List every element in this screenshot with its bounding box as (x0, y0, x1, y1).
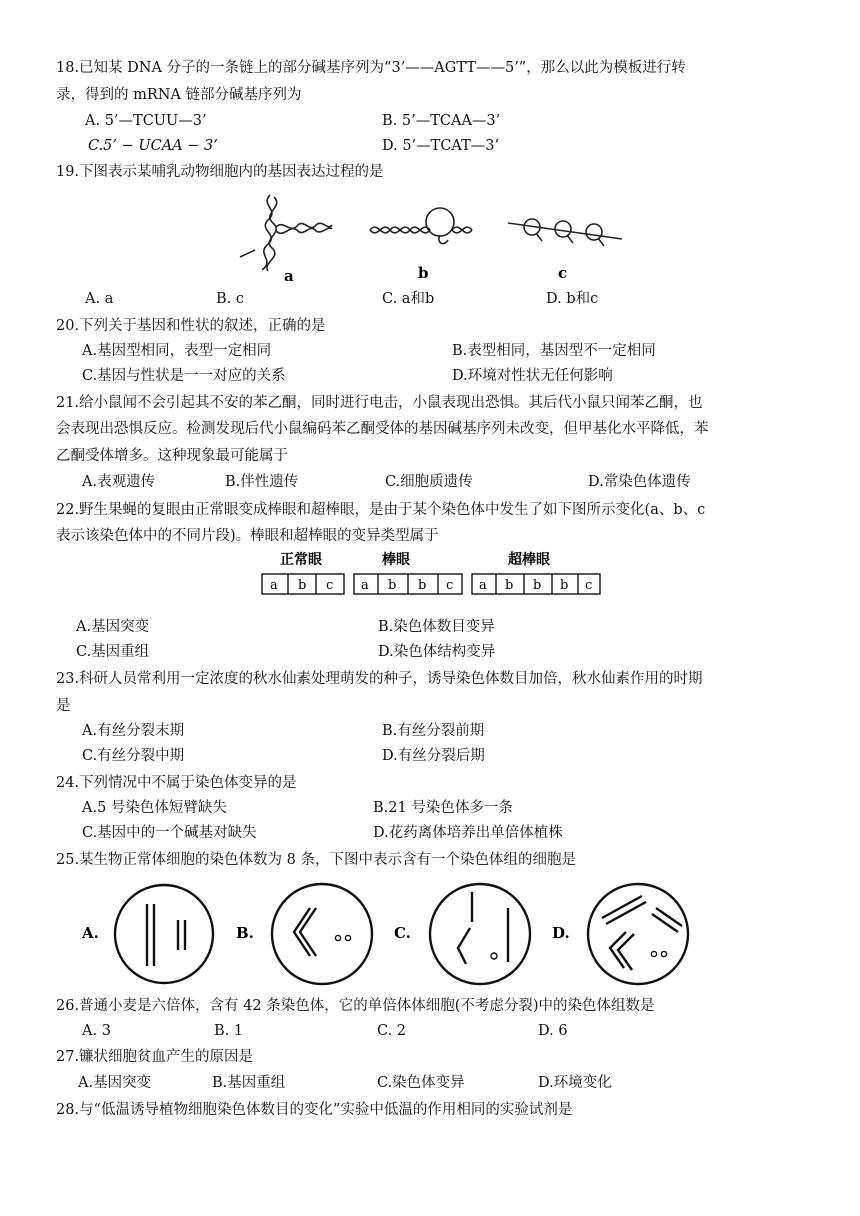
q27-option-a: A.基因突变 (78, 1075, 152, 1091)
q25-label-b: B. (236, 924, 254, 942)
q22-option-c: C.基因重组 (76, 644, 150, 660)
q21-option-c: C.细胞质遗传 (385, 474, 473, 490)
q19-option-b: B. c (216, 291, 244, 307)
q22-figure (262, 550, 602, 604)
q20-stem: 20.下列关于基因和性状的叙述，正确的是 (56, 318, 326, 334)
q19-figure-b (370, 208, 472, 244)
q26-option-d: D. 6 (538, 1023, 568, 1039)
q19-figure-label-c: c (558, 264, 568, 282)
q25-label-c: C. (394, 924, 411, 942)
q21-stem-line2: 会表现出恐惧反应。检测发现后代小鼠编码苯乙酮受体的基因碱基序列未改变，但甲基化水平降低，苯 (56, 421, 709, 437)
q22-normal-seg-1: a (270, 578, 278, 593)
q22-option-a: A.基因突变 (76, 619, 150, 635)
q19-stem: 19.下图表示某哺乳动物细胞内的基因表达过程的是 (56, 164, 384, 180)
q19-figure-label-a: a (284, 267, 294, 285)
q22-ultra-seg-1: a (479, 578, 487, 593)
q18-option-c: C.5’ − UCAA − 3’ (88, 138, 218, 154)
q19-option-d: D. b和c (546, 291, 599, 307)
q19-option-c: C. a和b (382, 291, 435, 307)
q18-option-b: B. 5’—TCAA—3’ (382, 113, 501, 129)
q23-option-c: C.有丝分裂中期 (82, 748, 185, 764)
q22-normal-seg-2: b (298, 578, 307, 593)
q18-stem-line1: 18.已知某 DNA 分子的一条链上的部分碱基序列为“3’——AGTT——5’”，那么以此为模板进行转 (56, 60, 686, 76)
q18-option-a: A. 5’—TCUU—3’ (85, 113, 207, 129)
q19-figure-c (508, 219, 622, 246)
q19-figure (240, 185, 640, 285)
q22-bar-seg-3: b (418, 578, 427, 593)
q21-option-a: A.表观遗传 (82, 474, 156, 490)
q24-option-a: A.5 号染色体短臂缺失 (82, 800, 227, 816)
q22-title-normal: 正常眼 (280, 552, 322, 568)
q27-option-d: D.环境变化 (538, 1075, 612, 1091)
q22-ultra-seg-5: c (585, 578, 593, 593)
q21-option-b: B.伴性遗传 (225, 474, 299, 490)
q20-option-c: C.基因与性状是一一对应的关系 (82, 368, 286, 384)
q22-ultra-seg-2: b (505, 578, 514, 593)
q27-option-b: B.基因重组 (212, 1075, 286, 1091)
q28-stem: 28.与“低温诱导植物细胞染色体数目的变化”实验中低温的作用相同的实验试剂是 (56, 1102, 573, 1118)
q21-stem-line1: 21.给小鼠闻不会引起其不安的苯乙酮，同时进行电击，小鼠表现出恐惧。其后代小鼠只闻苯乙酮，也 (56, 395, 703, 411)
q27-stem: 27.镰状细胞贫血产生的原因是 (56, 1049, 254, 1065)
q20-option-d: D.环境对性状无任何影响 (452, 368, 613, 384)
q25-cell-c (430, 884, 530, 984)
q25-cell-b (272, 884, 372, 984)
q20-option-a: A.基因型相同，表型一定相同 (82, 343, 272, 359)
q25-label-d: D. (552, 924, 570, 942)
q22-option-b: B.染色体数目变异 (378, 619, 495, 635)
q18-stem-line2: 录，得到的 mRNA 链部分碱基序列为 (56, 87, 302, 103)
q22-ultra-seg-4: b (560, 578, 569, 593)
q23-option-d: D.有丝分裂后期 (382, 748, 485, 764)
q22-option-d: D.染色体结构变异 (378, 644, 496, 660)
q19-figure-label-b: b (418, 264, 429, 282)
q21-option-d: D.常染色体遗传 (588, 474, 691, 490)
q27-option-c: C.染色体变异 (377, 1075, 465, 1091)
q23-option-a: A.有丝分裂末期 (82, 723, 185, 739)
q24-stem: 24.下列情况中不属于染色体变异的是 (56, 775, 297, 791)
q19-figure-a (240, 195, 332, 271)
q18-option-d: D. 5’—TCAT—3’ (382, 138, 500, 154)
q20-option-b: B.表型相同，基因型不一定相同 (452, 343, 656, 359)
q21-stem-line3: 乙酮受体增多。这种现象最可能属于 (56, 448, 288, 464)
q26-option-b: B. 1 (214, 1023, 244, 1039)
q22-bar-seg-2: b (388, 578, 397, 593)
q25-label-a: A. (82, 924, 99, 942)
q25-figure (82, 878, 692, 996)
q23-stem-line2: 是 (56, 698, 71, 714)
q23-stem-line1: 23.科研人员常利用一定浓度的秋水仙素处理萌发的种子，诱导染色体数目加倍，秋水仙素作用的时期 (56, 671, 703, 687)
q25-stem: 25.某生物正常体细胞的染色体数为 8 条，下图中表示含有一个染色体组的细胞是 (56, 852, 577, 868)
q22-title-ultra: 超棒眼 (508, 552, 550, 568)
q26-option-a: A. 3 (82, 1023, 111, 1039)
q22-bar-seg-1: a (361, 578, 369, 593)
q22-ultra-seg-3: b (533, 578, 542, 593)
q22-bar-seg-4: c (446, 578, 454, 593)
q24-option-d: D.花药离体培养出单倍体植株 (373, 825, 563, 841)
q26-option-c: C. 2 (377, 1023, 407, 1039)
q22-stem-line2: 表示该染色体中的不同片段)。棒眼和超棒眼的变异类型属于 (56, 528, 439, 544)
q26-stem: 26.普通小麦是六倍体，含有 42 条染色体，它的单倍体体细胞(不考虑分裂)中的染色体组数是 (56, 998, 655, 1014)
q19-option-a: A. a (85, 291, 114, 307)
q22-title-bar: 棒眼 (382, 552, 410, 568)
q22-stem-line1: 22.野生果蝇的复眼由正常眼变成棒眼和超棒眼，是由于某个染色体中发生了如下图所示变化(a、b、c (56, 502, 706, 518)
q23-option-b: B.有丝分裂前期 (382, 723, 485, 739)
q25-cell-a (115, 885, 213, 983)
q22-normal-seg-3: c (326, 578, 334, 593)
q24-option-b: B.21 号染色体多一条 (373, 800, 513, 816)
q24-option-c: C.基因中的一个碱基对缺失 (82, 825, 257, 841)
